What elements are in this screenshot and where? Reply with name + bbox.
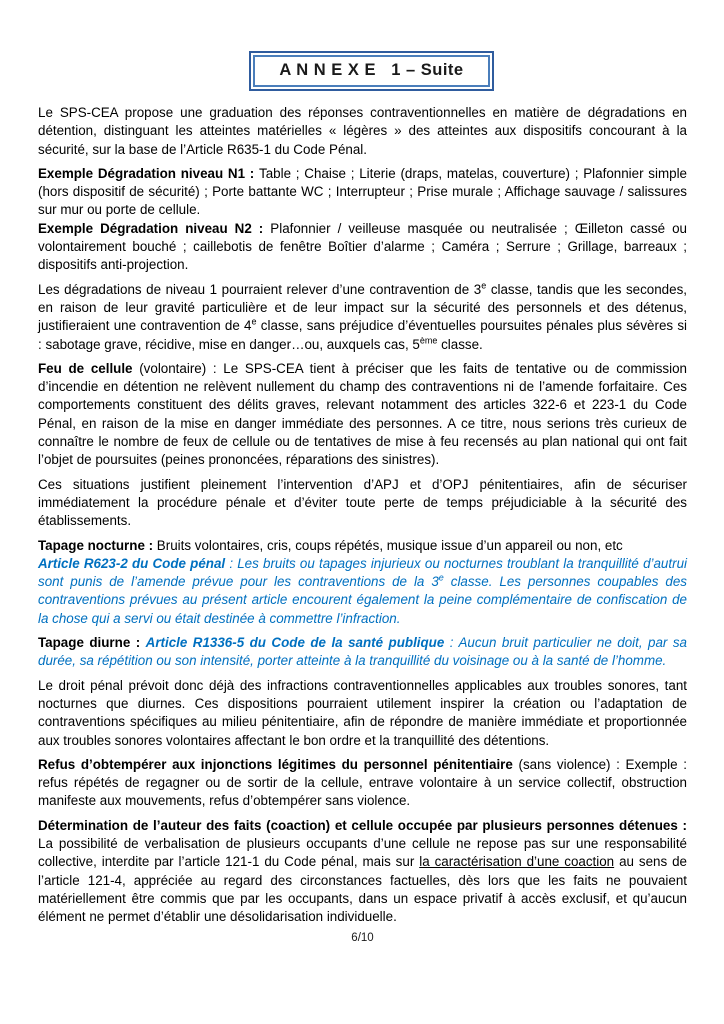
- title-box: [249, 51, 493, 91]
- paragraph: [38, 555, 687, 628]
- text-run: au sens de l’article 121-4, appréciée au regard des circonstances factuelles, dès lors que les faits ne pouvaient matériellement être commis que par les occupants, dans un espace privatif à accès exclusif, et qu’aucun élément ne permet d’établir une désolidarisation individuelle.: [38, 854, 687, 925]
- paragraph: [38, 220, 687, 275]
- text-run: classe, sans préjudice d’éventuelles poursuites pénales plus sévères si : sabotage grave, récidive, mise en danger…ou, auxquels cas, 5: [38, 318, 687, 352]
- text-run: e: [438, 572, 444, 583]
- text-run: Tapage diurne :: [38, 635, 146, 651]
- text-run: e: [481, 280, 487, 291]
- paragraph: [38, 281, 687, 354]
- text-run: Exemple Dégradation niveau N2 :: [38, 220, 271, 236]
- text-run: Feu de cellule: [38, 360, 133, 376]
- text-run: ème: [419, 335, 438, 346]
- text-run: classe.: [437, 336, 483, 352]
- text-run: Exemple Dégradation niveau N1 :: [38, 165, 260, 181]
- paragraph: [38, 677, 687, 750]
- paragraph: [38, 104, 687, 159]
- text-run: La possibilité de verbalisation de plusieurs occupants d’une cellule ne repose pas sur une responsabilité collective, interdite par l’article 121-1 du Code pénal, mais sur: [38, 835, 687, 870]
- text-run: Détermination de l’auteur des faits (coaction) et cellule occupée par plusieurs personnes détenues :: [38, 817, 687, 833]
- document-body: [38, 104, 687, 926]
- paragraph: [38, 476, 687, 531]
- text-run: classe, tandis que les secondes, en raison de leur gravité particulière et de leur impact sur la sécurité des personnels et des détenus, justifieraient une contravention de 4: [38, 281, 687, 334]
- text-run: Les dégradations de niveau 1 pourraient relever d’une contravention de 3: [38, 281, 482, 297]
- page-number: 6/10: [351, 932, 374, 945]
- paragraph: [38, 756, 687, 811]
- title-box-inner: [253, 55, 489, 87]
- text-run: : Les bruits ou tapages injurieux ou nocturnes troublant la tranquillité d’autrui sont punis de l’amende prévue pour les contraventions de la 3: [38, 555, 687, 590]
- text-run: Tapage nocturne :: [38, 537, 157, 553]
- text-run: (volontaire) : Le SPS-CEA tient à préciser que les faits de tentative ou de commission d’incendie en détention ne relèvent nullement du champ des contraventions ni de l’amende forfaitaire. Ces comportements constituent des délits graves, relevant notamment des articles 322-6 et 223-1 du Code Pénal, en raison de la mise en danger immédiate des personnes. A ce titre, nous serions très curieux de connaître le nombre de feux de cellule ou de tentatives de mise à feu recensés au plan national qui ont fait l’objet de poursuites (peines prononcées, réparations des sinistres).: [38, 360, 687, 468]
- text-run: Article R623-2 du Code pénal: [38, 555, 226, 571]
- text-run: Plafonnier / veilleuse masquée ou neutralisée ; Œilleton cassé ou volontairement bouché ; caillebotis de fenêtre Boîtier d’alarme ; Caméra ; Serrure ; Grillage, barreaux ; dispositifs anti-projection.: [38, 220, 687, 273]
- paragraph: [38, 537, 687, 555]
- text-run: Ces situations justifient pleinement l’intervention d’APJ et d’OPJ pénitentiaires, afin de sécuriser immédiatement la procédure pénale et d’éviter toute perte de temps préjudiciable à la sécurité des établissements.: [38, 476, 687, 529]
- text-run: : Aucun bruit particulier ne doit, par sa durée, sa répétition ou son intensité, porter atteinte à la tranquillité du voisinage ou à la santé de l’homme.: [38, 635, 687, 669]
- page-title: A N N E X E 1 – Suite: [279, 61, 464, 79]
- text-run: (sans violence) : Exemple : refus répétés de regagner ou de sortir de la cellule, entrave volontaire à un service collectif, obstruction manifeste aux mouvements, refus d’obtempérer sans violence.: [38, 756, 687, 809]
- text-run: la caractérisation d’une coaction: [419, 854, 615, 870]
- text-run: Le SPS-CEA propose une graduation des réponses contraventionnelles en matière de dégradations en détention, distinguant les atteintes matérielles « légères » des atteintes aux dispositifs concourant à la sécurité, sur la base de l’Article R635-1 du Code Pénal.: [38, 105, 687, 157]
- paragraph: [38, 817, 687, 927]
- text-run: Article R1336-5 du Code de la santé publique: [145, 635, 445, 651]
- title-row: [38, 51, 687, 91]
- paragraph: [38, 634, 687, 671]
- paragraph: [38, 360, 687, 470]
- text-run: Bruits volontaires, cris, coups répétés, musique issue d’un appareil ou non, etc: [156, 537, 623, 553]
- text-run: Le droit pénal prévoit donc déjà des infractions contraventionnelles applicables aux troubles sonores, tant nocturnes que diurnes. Ces dispositions pourraient utilement inspirer la création ou l’adaptation de contraventions spécifiques au milieu pénitentiaire, afin de répondre de manière immédiate et proportionnée aux troubles sonores volontaires affectant le bon ordre et la tranquillité des détentions.: [38, 677, 687, 748]
- paragraph: [38, 165, 687, 220]
- text-run: Refus d’obtempérer aux injonctions légitimes du personnel pénitentiaire: [38, 756, 513, 772]
- text-run: Table ; Chaise ; Literie (draps, matelas, couverture) ; Plafonnier simple (hors dispositif de sécurité) ; Porte battante WC ; Interrupteur ; Prise murale ; Affichage sauvage / salissures sur mur ou porte de cellule.: [38, 165, 687, 218]
- text-run: classe. Les personnes coupables des contraventions prévues au présent article encourent également la peine complémentaire de confiscation de la chose qui a servi ou était destinée à commettre l’infraction.: [38, 574, 687, 626]
- text-run: e: [251, 316, 257, 327]
